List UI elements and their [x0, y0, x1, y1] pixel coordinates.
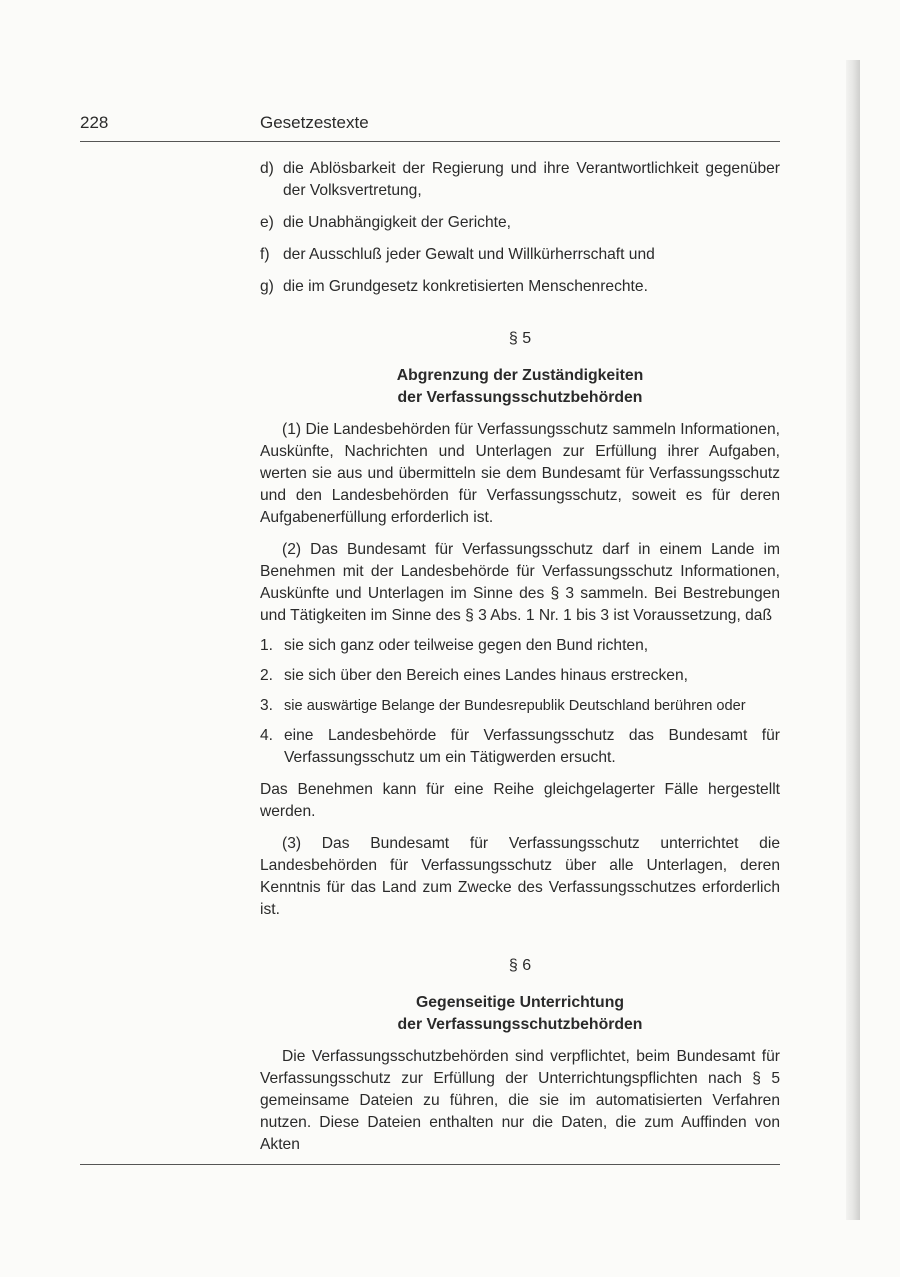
list-text: die im Grundgesetz konkretisierten Menschenrechte.: [283, 278, 648, 295]
lettered-list: [260, 158, 780, 298]
numbered-item-4: [260, 725, 780, 769]
list-text: der Ausschluß jeder Gewalt und Willkürherrschaft und: [283, 246, 655, 263]
numbered-list: [260, 635, 780, 769]
running-title: Gesetzestexte: [260, 113, 369, 132]
page-header: [80, 113, 780, 143]
section-5-title: [260, 365, 780, 409]
numbered-item-1: [260, 635, 780, 657]
numbered-item-2: [260, 665, 780, 687]
list-item-f: [260, 244, 780, 266]
list-label: g): [260, 278, 274, 295]
section-5-title-line2: der Verfassungsschutzbehörden: [397, 389, 643, 406]
item-text: sie sich über den Bereich eines Landes hinaus erstrecken,: [284, 667, 688, 684]
list-text: die Unabhängigkeit der Gerichte,: [283, 214, 511, 231]
list-item-g: [260, 276, 780, 298]
section-6-sign: § 6: [508, 957, 532, 974]
item-number: 2.: [260, 667, 274, 684]
list-label: f): [260, 246, 270, 263]
item-number: 1.: [260, 637, 274, 654]
list-label: e): [260, 214, 274, 231]
numbered-item-3: [260, 695, 780, 717]
list-label: d): [260, 160, 274, 177]
list-item-d: [260, 158, 780, 202]
item-text: eine Landesbehörde für Verfassungsschutz das Bundesamt für Verfassungsschutz um ein Tätigwerden ersucht.: [284, 727, 780, 766]
section-5-paragraph-2: (2) Das Bundesamt für Verfassungsschutz darf in einem Lande im Benehmen mit der Landesbehörde für Verfassungsschutz Informationen, Auskünfte und Unterlagen im Sinne des § 3 sammeln. Bei Bestrebungen und Tätigkeiten im Sinne des § 3 Abs. 1 Nr. 1 bis 3 ist Voraussetzung, daß: [260, 541, 780, 624]
list-text: die Ablösbarkeit der Regierung und ihre Verantwortlichkeit gegenüber der Volksvertretung,: [283, 160, 780, 199]
section-6-title: [260, 992, 780, 1036]
section-6-paragraph-1: Die Verfassungsschutzbehörden sind verpflichtet, beim Bundesamt für Verfassungsschutz zur Erfüllung der Unterrichtungspflichten nach § 5 gemeinsame Dateien zu führen, die sie im automatisierten Verfahren nutzen. Diese Dateien enthalten nur die Daten, die zum Auffinden von Akten: [260, 1048, 780, 1153]
section-5-sign: § 5: [508, 330, 532, 347]
section-5-title-line1: Abgrenzung der Zuständigkeiten: [396, 367, 644, 384]
section-6-title-line1: Gegenseitige Unterrichtung: [415, 994, 625, 1011]
page-body: [260, 158, 780, 1156]
header-divider: [80, 141, 780, 142]
item-text: sie sich ganz oder teilweise gegen den Bund richten,: [284, 637, 649, 654]
section-6-title-line2: der Verfassungsschutzbehörden: [397, 1016, 643, 1033]
item-number: 3.: [260, 697, 274, 714]
section-5-paragraph-2-tail: Das Benehmen kann für eine Reihe gleichgelagerter Fälle hergestellt werden.: [260, 781, 780, 820]
section-5-paragraph-3: (3) Das Bundesamt für Verfassungsschutz unterrichtet die Landesbehörden für Verfassungsschutz über alle Unterlagen, deren Kenntnis für das Land zum Zwecke des Verfassungsschutzes erforderlich ist.: [260, 835, 780, 918]
list-item-e: [260, 212, 780, 234]
section-5-paragraph-1: (1) Die Landesbehörden für Verfassungsschutz sammeln Informationen, Auskünfte, Nachrichten und Unterlagen zur Erfüllung ihrer Aufgaben, werten sie aus und übermitteln sie dem Bundesamt für Verfassungsschutz und den Landesbehörden für Verfassungsschutz, soweit es für deren Aufgabenerfüllung erforderlich ist.: [260, 421, 780, 526]
item-text: sie auswärtige Belange der Bundesrepublik Deutschland berühren oder: [284, 698, 746, 714]
footer-divider: [80, 1164, 780, 1165]
page-number: 228: [80, 113, 109, 132]
item-number: 4.: [260, 727, 274, 744]
scan-page-edge: [846, 60, 860, 1220]
